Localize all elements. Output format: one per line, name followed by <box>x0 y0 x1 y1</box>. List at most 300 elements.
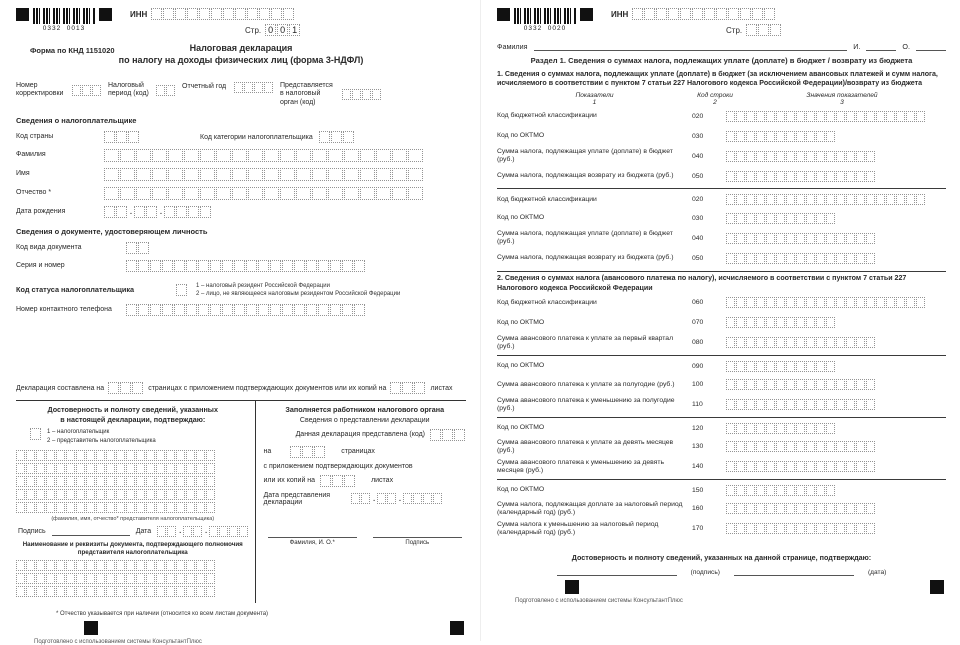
cell[interactable] <box>776 151 785 162</box>
cell[interactable] <box>816 194 825 205</box>
cell[interactable] <box>152 187 167 200</box>
cell[interactable] <box>786 379 795 390</box>
cell[interactable] <box>726 151 735 162</box>
cell[interactable] <box>176 450 185 461</box>
cell[interactable] <box>726 111 735 122</box>
cell[interactable] <box>206 489 215 500</box>
cell[interactable] <box>408 187 423 200</box>
cell[interactable] <box>856 297 865 308</box>
cell[interactable] <box>806 485 815 496</box>
cell[interactable] <box>258 260 269 272</box>
cell[interactable] <box>116 586 125 597</box>
cell[interactable] <box>174 260 185 272</box>
cell[interactable] <box>776 523 785 534</box>
cell[interactable] <box>209 526 218 537</box>
cell[interactable] <box>423 493 432 504</box>
taxpayer-status-field[interactable] <box>176 284 188 296</box>
cell[interactable] <box>766 361 775 372</box>
cell[interactable] <box>387 493 396 504</box>
cell[interactable] <box>846 523 855 534</box>
cell[interactable] <box>746 317 755 328</box>
cell[interactable] <box>372 89 381 100</box>
cell[interactable] <box>120 187 135 200</box>
cell[interactable] <box>826 441 835 452</box>
cell[interactable] <box>104 206 115 218</box>
cell[interactable] <box>796 399 805 410</box>
cell[interactable] <box>16 586 25 597</box>
cell[interactable] <box>136 476 145 487</box>
cell[interactable] <box>108 382 119 394</box>
cell[interactable] <box>186 560 195 571</box>
cell[interactable] <box>312 168 327 181</box>
cell[interactable] <box>726 131 735 142</box>
cell[interactable] <box>184 187 199 200</box>
inspector-signature-line[interactable] <box>373 528 462 538</box>
report-year-field[interactable] <box>234 82 274 93</box>
cell[interactable] <box>270 260 281 272</box>
cell[interactable] <box>856 233 865 244</box>
row-value-field[interactable] <box>726 485 946 496</box>
cell[interactable] <box>786 151 795 162</box>
cell[interactable] <box>726 253 735 264</box>
cell[interactable] <box>716 8 727 20</box>
cell[interactable] <box>306 260 317 272</box>
cell[interactable] <box>726 194 735 205</box>
cell[interactable] <box>756 131 765 142</box>
page-number-field[interactable] <box>746 24 782 36</box>
cell[interactable] <box>146 502 155 513</box>
cell[interactable] <box>96 463 105 474</box>
cell[interactable] <box>146 586 155 597</box>
cell[interactable] <box>826 131 835 142</box>
cell[interactable] <box>806 151 815 162</box>
cell[interactable] <box>866 337 875 348</box>
cell[interactable] <box>66 476 75 487</box>
cell[interactable] <box>196 502 205 513</box>
cell[interactable] <box>726 379 735 390</box>
cell[interactable] <box>756 297 765 308</box>
cell[interactable] <box>66 586 75 597</box>
cell[interactable] <box>176 284 187 296</box>
cell[interactable] <box>776 379 785 390</box>
cell[interactable] <box>846 461 855 472</box>
cell[interactable] <box>866 233 875 244</box>
cell[interactable] <box>248 168 263 181</box>
country-code-field[interactable] <box>104 131 140 143</box>
cell[interactable] <box>156 476 165 487</box>
row-value-field[interactable] <box>726 317 946 328</box>
cell[interactable] <box>163 8 174 20</box>
cell[interactable] <box>756 337 765 348</box>
cell[interactable] <box>644 8 655 20</box>
cell[interactable] <box>413 493 422 504</box>
cell[interactable] <box>156 85 165 96</box>
cell[interactable] <box>726 337 735 348</box>
cell[interactable] <box>726 485 735 496</box>
cell[interactable] <box>756 151 765 162</box>
cell[interactable] <box>816 111 825 122</box>
cell[interactable] <box>146 450 155 461</box>
cell[interactable] <box>362 89 371 100</box>
cell[interactable] <box>896 111 905 122</box>
cell[interactable] <box>766 423 775 434</box>
cell[interactable] <box>826 253 835 264</box>
cell[interactable] <box>816 379 825 390</box>
cell[interactable] <box>736 253 745 264</box>
cell[interactable] <box>244 82 253 93</box>
signature-date-field[interactable]: . . <box>157 526 249 537</box>
cell[interactable] <box>66 560 75 571</box>
cell[interactable] <box>156 450 165 461</box>
cell[interactable] <box>886 297 895 308</box>
patronymic-field[interactable] <box>104 187 424 200</box>
cell[interactable] <box>66 573 75 584</box>
cell[interactable] <box>320 475 331 487</box>
cell[interactable] <box>746 441 755 452</box>
cell[interactable] <box>756 111 765 122</box>
row-value-field[interactable] <box>726 399 946 410</box>
cell[interactable] <box>76 586 85 597</box>
cell[interactable] <box>806 213 815 224</box>
cell[interactable] <box>66 502 75 513</box>
cell[interactable] <box>756 461 765 472</box>
cell[interactable] <box>836 233 845 244</box>
cell[interactable] <box>222 260 233 272</box>
cell[interactable] <box>16 476 25 487</box>
cell[interactable] <box>414 382 425 394</box>
cell[interactable] <box>223 8 234 20</box>
cell[interactable] <box>866 253 875 264</box>
cell[interactable] <box>126 573 135 584</box>
cell[interactable] <box>796 194 805 205</box>
cell[interactable] <box>826 317 835 328</box>
cell[interactable] <box>736 337 745 348</box>
cell[interactable] <box>86 450 95 461</box>
row-value-field[interactable] <box>726 297 946 308</box>
cell[interactable] <box>229 526 238 537</box>
cell[interactable] <box>136 489 145 500</box>
cell[interactable] <box>756 317 765 328</box>
cell[interactable] <box>746 253 755 264</box>
row-value-field[interactable] <box>726 337 946 348</box>
cell[interactable] <box>736 131 745 142</box>
cell[interactable] <box>46 489 55 500</box>
cell[interactable] <box>796 213 805 224</box>
cell[interactable] <box>736 111 745 122</box>
cell[interactable] <box>806 361 815 372</box>
cell[interactable] <box>328 187 343 200</box>
cell[interactable] <box>198 304 209 316</box>
cell[interactable] <box>816 503 825 514</box>
inspector-name-line[interactable] <box>268 528 357 538</box>
cell[interactable] <box>826 423 835 434</box>
cell[interactable] <box>826 399 835 410</box>
cell[interactable] <box>766 111 775 122</box>
cell[interactable] <box>806 399 815 410</box>
cell[interactable] <box>846 297 855 308</box>
cell[interactable] <box>786 461 795 472</box>
page2-date-line[interactable] <box>734 568 854 576</box>
cell[interactable] <box>187 8 198 20</box>
cell[interactable] <box>806 111 815 122</box>
cell[interactable] <box>846 253 855 264</box>
cell[interactable] <box>343 131 354 143</box>
cell[interactable] <box>906 297 915 308</box>
cell[interactable] <box>826 213 835 224</box>
page-number-field[interactable] <box>265 24 301 36</box>
cell[interactable] <box>906 194 915 205</box>
cell[interactable] <box>846 194 855 205</box>
cell[interactable] <box>846 151 855 162</box>
tax-period-field[interactable] <box>156 85 176 96</box>
cell[interactable] <box>736 194 745 205</box>
cell[interactable] <box>30 428 41 440</box>
cell[interactable] <box>184 149 199 162</box>
cell[interactable] <box>403 493 412 504</box>
cell[interactable] <box>264 187 279 200</box>
row-value-field[interactable] <box>726 503 946 514</box>
cell[interactable] <box>846 399 855 410</box>
cell[interactable] <box>816 361 825 372</box>
cell[interactable] <box>736 297 745 308</box>
cell[interactable]: 0 <box>277 24 288 36</box>
cell[interactable] <box>246 260 257 272</box>
cell[interactable] <box>196 450 205 461</box>
cell[interactable] <box>56 463 65 474</box>
cell[interactable] <box>258 304 269 316</box>
cell[interactable] <box>312 149 327 162</box>
cell[interactable] <box>866 461 875 472</box>
cell[interactable] <box>116 573 125 584</box>
cell[interactable] <box>392 168 407 181</box>
cell[interactable] <box>866 523 875 534</box>
cell[interactable] <box>756 379 765 390</box>
firstname-field[interactable] <box>104 168 424 181</box>
cell[interactable] <box>856 171 865 182</box>
cell[interactable] <box>136 573 145 584</box>
cell[interactable] <box>796 253 805 264</box>
cell[interactable] <box>816 213 825 224</box>
cell[interactable] <box>319 131 330 143</box>
cell[interactable] <box>756 361 765 372</box>
cell[interactable] <box>776 171 785 182</box>
cell[interactable] <box>210 260 221 272</box>
cell[interactable] <box>36 463 45 474</box>
cell[interactable] <box>86 489 95 500</box>
row-value-field[interactable] <box>726 523 946 534</box>
cell[interactable] <box>166 502 175 513</box>
cell[interactable] <box>866 111 875 122</box>
cell[interactable] <box>766 171 775 182</box>
cell[interactable] <box>796 423 805 434</box>
cell[interactable] <box>26 463 35 474</box>
cell[interactable] <box>352 89 361 100</box>
cell[interactable] <box>176 560 185 571</box>
cell[interactable] <box>826 151 835 162</box>
cell[interactable] <box>342 304 353 316</box>
inspector-sheets-field[interactable] <box>320 475 356 487</box>
cell[interactable] <box>826 111 835 122</box>
cell[interactable] <box>344 149 359 162</box>
cell[interactable] <box>796 485 805 496</box>
cell[interactable] <box>176 573 185 584</box>
cell[interactable] <box>756 485 765 496</box>
cell[interactable] <box>344 168 359 181</box>
cell[interactable] <box>104 131 115 143</box>
cell[interactable] <box>776 485 785 496</box>
cell[interactable] <box>776 337 785 348</box>
cell[interactable] <box>806 503 815 514</box>
cell[interactable] <box>106 502 115 513</box>
cell[interactable] <box>836 461 845 472</box>
cell[interactable] <box>200 149 215 162</box>
cell[interactable] <box>199 8 210 20</box>
cell[interactable] <box>342 89 351 100</box>
cell[interactable] <box>816 461 825 472</box>
cell[interactable] <box>66 463 75 474</box>
cell[interactable] <box>96 502 105 513</box>
cell[interactable] <box>206 502 215 513</box>
cell[interactable] <box>46 450 55 461</box>
cell[interactable] <box>206 573 215 584</box>
cell[interactable] <box>120 149 135 162</box>
cell[interactable] <box>806 131 815 142</box>
cell[interactable] <box>846 233 855 244</box>
cell[interactable] <box>866 399 875 410</box>
cell[interactable] <box>796 503 805 514</box>
cell[interactable] <box>736 317 745 328</box>
cell[interactable] <box>776 111 785 122</box>
cell[interactable] <box>36 476 45 487</box>
initial-o-line[interactable] <box>916 42 946 51</box>
cell[interactable] <box>96 450 105 461</box>
category-code-field[interactable] <box>319 131 355 143</box>
row-value-field[interactable] <box>726 361 946 372</box>
row-value-field[interactable] <box>726 131 946 142</box>
cell[interactable] <box>354 304 365 316</box>
cell[interactable] <box>856 111 865 122</box>
cell[interactable] <box>16 489 25 500</box>
cell[interactable] <box>836 297 845 308</box>
cell[interactable] <box>756 423 765 434</box>
cell[interactable] <box>826 485 835 496</box>
cell[interactable] <box>756 253 765 264</box>
cell[interactable] <box>876 297 885 308</box>
signature-line[interactable] <box>52 527 130 536</box>
cell[interactable] <box>786 399 795 410</box>
cell[interactable] <box>786 361 795 372</box>
cell[interactable] <box>16 573 25 584</box>
cell[interactable] <box>198 260 209 272</box>
cell[interactable] <box>106 586 115 597</box>
cell[interactable] <box>164 206 175 218</box>
cell[interactable] <box>836 171 845 182</box>
presentation-date-field[interactable]: . . <box>351 493 443 504</box>
cell[interactable] <box>726 213 735 224</box>
cell[interactable] <box>392 187 407 200</box>
cell[interactable] <box>668 8 679 20</box>
cell[interactable] <box>796 317 805 328</box>
cell[interactable] <box>736 461 745 472</box>
cell[interactable] <box>836 441 845 452</box>
cell[interactable] <box>146 573 155 584</box>
cell[interactable] <box>726 503 735 514</box>
cell[interactable] <box>740 8 751 20</box>
cell[interactable] <box>106 450 115 461</box>
cell[interactable] <box>259 8 270 20</box>
cell[interactable] <box>376 168 391 181</box>
cell[interactable] <box>796 461 805 472</box>
cell[interactable] <box>106 573 115 584</box>
cell[interactable] <box>126 560 135 571</box>
cell[interactable] <box>726 461 735 472</box>
cell[interactable] <box>196 560 205 571</box>
doc-series-field[interactable] <box>126 260 366 272</box>
cell[interactable] <box>806 423 815 434</box>
cell[interactable] <box>726 297 735 308</box>
cell[interactable] <box>283 8 294 20</box>
cell[interactable] <box>76 489 85 500</box>
cell[interactable] <box>196 586 205 597</box>
cell[interactable] <box>836 253 845 264</box>
cell[interactable] <box>746 485 755 496</box>
cell[interactable] <box>826 461 835 472</box>
cell[interactable] <box>360 187 375 200</box>
cell[interactable] <box>92 85 101 96</box>
cell[interactable] <box>168 149 183 162</box>
cell[interactable] <box>167 526 176 537</box>
cell[interactable] <box>150 304 161 316</box>
cell[interactable] <box>876 111 885 122</box>
cell[interactable] <box>816 171 825 182</box>
cell[interactable] <box>216 149 231 162</box>
cell[interactable] <box>66 489 75 500</box>
cell[interactable] <box>146 560 155 571</box>
cell[interactable] <box>56 489 65 500</box>
cell[interactable] <box>746 24 757 36</box>
cell[interactable] <box>766 151 775 162</box>
cell[interactable] <box>816 441 825 452</box>
cell[interactable] <box>376 187 391 200</box>
cell[interactable] <box>776 399 785 410</box>
cell[interactable] <box>166 560 175 571</box>
cell[interactable] <box>186 450 195 461</box>
cell[interactable] <box>806 253 815 264</box>
cell[interactable] <box>328 168 343 181</box>
cell[interactable] <box>886 111 895 122</box>
page2-signature-line[interactable] <box>557 568 677 576</box>
cell[interactable] <box>766 297 775 308</box>
cell[interactable] <box>312 187 327 200</box>
cell[interactable] <box>138 304 149 316</box>
cell[interactable] <box>746 151 755 162</box>
cell[interactable] <box>454 429 465 441</box>
cell[interactable] <box>826 297 835 308</box>
cell[interactable] <box>736 441 745 452</box>
cell[interactable] <box>306 304 317 316</box>
cell[interactable] <box>408 149 423 162</box>
cell[interactable] <box>176 463 185 474</box>
cell[interactable] <box>736 361 745 372</box>
inn-field[interactable] <box>151 8 295 20</box>
cell[interactable] <box>280 149 295 162</box>
cell[interactable] <box>736 485 745 496</box>
cell[interactable] <box>632 8 643 20</box>
cell[interactable] <box>746 213 755 224</box>
cell[interactable] <box>786 111 795 122</box>
cell[interactable] <box>776 233 785 244</box>
cell[interactable] <box>736 399 745 410</box>
